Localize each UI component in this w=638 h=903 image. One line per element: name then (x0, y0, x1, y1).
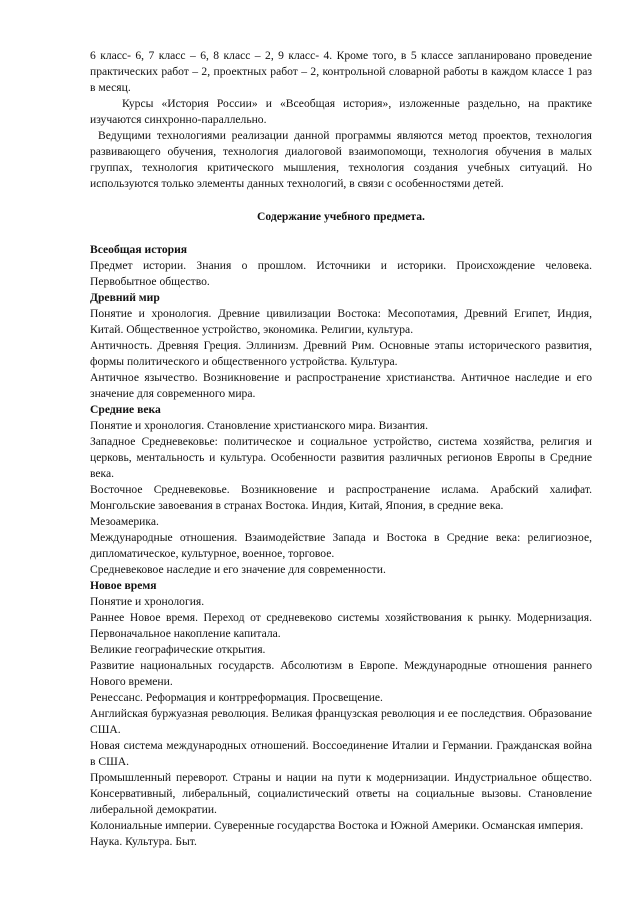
section-paragraph: Западное Средневековье: политическое и социальное устройство, система хозяйства, религия и церковь, ментальность и культура. Особенности развития различных регионов Европы в Средние века. (90, 435, 592, 480)
section-paragraph: Средневековое наследие и его значение для современности. (90, 563, 386, 576)
section-paragraph: Промышленный переворот. Страны и нации на пути к модернизации. Индустриальное общество. Консервативный, либеральный, социалистический ответы на социальные вызовы. Становление либеральной демократии. (90, 771, 592, 816)
section-paragraph: Развитие национальных государств. Абсолютизм в Европе. Международные отношения раннего Нового времени. (90, 659, 592, 688)
section-heading: Средние века (90, 403, 161, 416)
section-paragraph: Наука. Культура. Быт. (90, 835, 197, 848)
section-paragraph: Английская буржуазная революция. Великая французская революция и ее последствия. Образование США. (90, 707, 592, 736)
section-paragraph: Понятие и хронология. Становление христианского мира. Византия. (90, 419, 429, 432)
section-heading: Древний мир (90, 291, 160, 304)
intro-paragraph-courses: Курсы «История России» и «Всеобщая история», изложенные раздельно, на практике изучаются синхронно-параллельно. (90, 97, 592, 126)
section-paragraph: Античность. Древняя Греция. Эллинизм. Древний Рим. Основные этапы исторического развития, формы политического и общественного устройства. Культура. (90, 339, 592, 368)
section-paragraph: Понятие и хронология. Древние цивилизации Востока: Месопотамия, Древний Египет, Индия, Китай. Общественное устройство, экономика. Религии, культура. (90, 307, 592, 336)
section-paragraph: Колониальные империи. Суверенные государства Востока и Южной Америки. Османская империя. (90, 819, 584, 832)
section-heading: Новое время (90, 579, 157, 592)
section-paragraph: Предмет истории. Знания о прошлом. Источники и историки. Происхождение человека. Первобытное общество. (90, 259, 592, 288)
section-paragraph: Международные отношения. Взаимодействие Запада и Востока в Средние века: религиозное, дипломатическое, культурное, военное, торговое. (90, 531, 592, 560)
section-paragraph: Понятие и хронология. (90, 595, 205, 608)
section-paragraph: Мезоамерика. (90, 515, 159, 528)
section-paragraph: Ренессанс. Реформация и контрреформация. Просвещение. (90, 691, 383, 704)
section-general-history (90, 242, 592, 290)
section-middle-ages (90, 402, 592, 578)
section-paragraph: Античное язычество. Возникновение и распространение христианства. Античное наследие и его значение для современного мира. (90, 371, 592, 400)
intro-paragraph-hours: 6 класс- 6, 7 класс – 6, 8 класс – 2, 9 класс- 4. Кроме того, в 5 классе запланировано проведение практических работ – 2, проектных работ – 2, контрольной словарной работы в каждом классе 1 раз в месяц. (90, 49, 592, 94)
section-paragraph: Новая система международных отношений. Воссоединение Италии и Германии. Гражданская война в США. (90, 739, 592, 768)
section-modern-times (90, 578, 592, 850)
content-title: Содержание учебного предмета. (257, 210, 425, 223)
section-paragraph: Великие географические открытия. (90, 643, 266, 656)
section-paragraph: Раннее Новое время. Переход от средневеково системы хозяйствования к рынку. Модернизация. Первоначальное накопление капитала. (90, 611, 592, 640)
section-heading: Всеобщая история (90, 243, 188, 256)
section-paragraph: Восточное Средневековье. Возникновение и распространение ислама. Арабский халифат. Монгольские завоевания в странах Востока. Индия, Китай, Япония, в средние века. (90, 483, 592, 512)
intro-paragraph-technologies: Ведущими технологиями реализации данной программы являются метод проектов, технология развивающего обучения, технология диалоговой взаимопомощи, технология обучения в малых группах, технология критического мышления, технология создания учебных ситуаций. Но используются только элементы данных технологий, в связи с особенностями детей. (90, 129, 592, 190)
section-ancient-world (90, 290, 592, 402)
document-page (90, 48, 592, 850)
